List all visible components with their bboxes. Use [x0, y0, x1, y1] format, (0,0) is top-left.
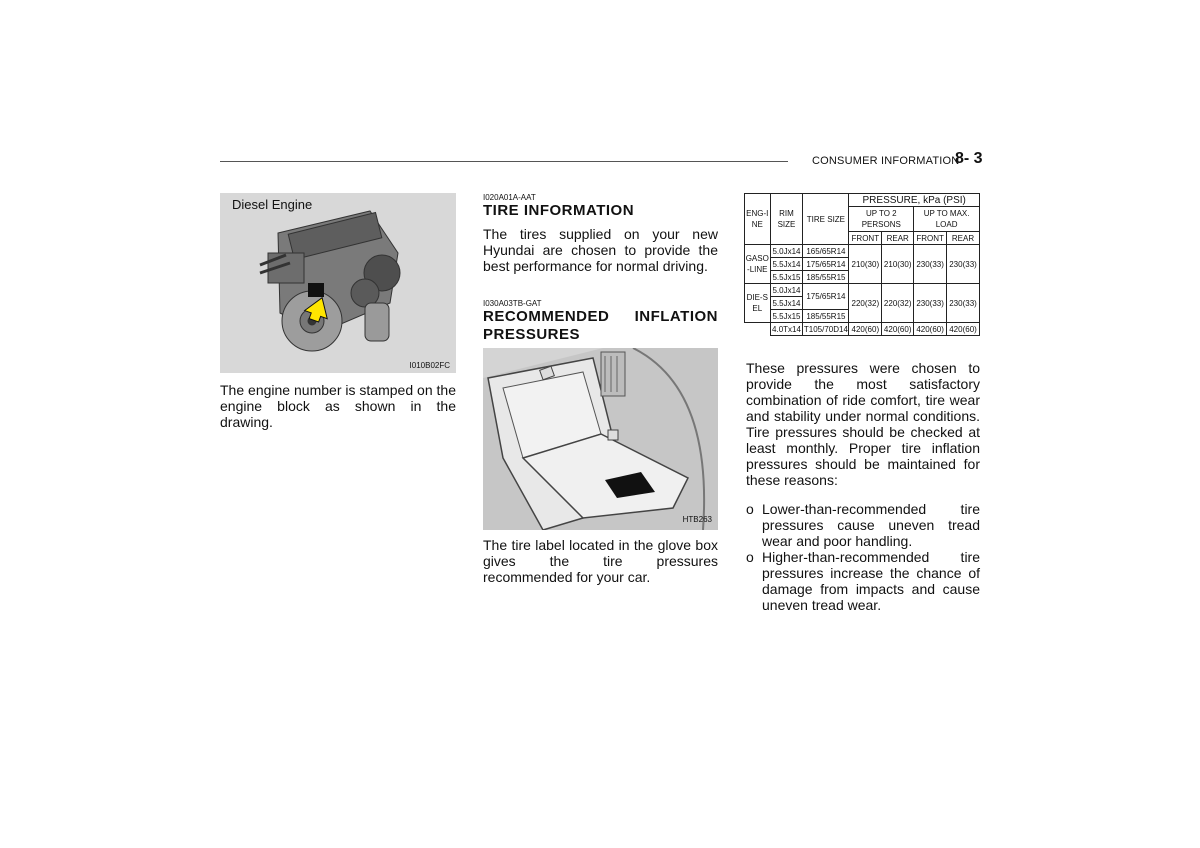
bullet-mark: o	[746, 549, 754, 565]
page-number: 8- 3	[955, 150, 983, 167]
rim-cell: 5.5Jx15	[770, 271, 803, 284]
rim-cell: 5.5Jx14	[770, 297, 803, 310]
inflation-title: RECOMMENDED INFLATION PRESSURES	[483, 308, 718, 343]
header-rule	[220, 161, 788, 162]
header-front: FRONT	[914, 232, 947, 245]
section-title: CONSUMER INFORMATION	[812, 155, 960, 167]
inflation-code: I030A03TB-GAT	[483, 299, 542, 308]
glove-box-illustration	[483, 348, 718, 530]
engine-figure	[220, 193, 456, 373]
pressure-cell: 420(60)	[914, 323, 947, 336]
bullet-text: Higher-than-recommended tire pressures increase the chance of damage from impacts and cause uneven tread wear.	[762, 549, 980, 613]
engine-figure-caption: Diesel Engine	[232, 197, 313, 212]
engine-number-text: The engine number is stamped on the engine block as shown in the drawing.	[220, 382, 456, 430]
header-engine: ENG-INE	[745, 194, 771, 245]
pressure-cell: 420(60)	[882, 323, 914, 336]
tire-cell: T105/70D14	[803, 324, 848, 334]
list-item	[746, 501, 980, 549]
glove-box-figure	[483, 348, 718, 530]
reasons-list	[746, 501, 980, 613]
gasoline-label: GASO-LINE	[745, 245, 771, 284]
tire-label-text: The tire label located in the glove box gives the tire pressures recommended for your car.	[483, 537, 718, 585]
tire-cell: 175/65R14	[803, 284, 849, 310]
list-item	[746, 549, 980, 613]
diesel-label: DIE-SEL	[745, 284, 771, 323]
tire-pressure-table	[744, 193, 980, 336]
pressure-cell: 230(33)	[914, 284, 947, 323]
table-row	[745, 284, 980, 297]
bullet-mark: o	[746, 501, 754, 517]
rim-cell: 5.5Jx14	[770, 258, 803, 271]
pressure-explanation-text: These pressures were chosen to provide the most satisfactory combination of ride comfort, tire wear and stability under normal conditions. Tire pressures should be checked at least monthly. Proper tire inflation pressures should be maintained for these reasons:	[746, 360, 980, 488]
pressure-cell: 220(32)	[882, 284, 914, 323]
tire-info-title: TIRE INFORMATION	[483, 202, 635, 219]
tire-info-code: I020A01A-AAT	[483, 193, 536, 202]
pressure-cell: 230(33)	[914, 245, 947, 284]
table-row	[745, 323, 980, 336]
pressure-cell: 220(32)	[849, 284, 882, 323]
tire-cell: 175/65R14	[803, 258, 849, 271]
header-rim-size: RIM SIZE	[770, 194, 803, 245]
rim-cell: 5.5Jx15	[770, 310, 803, 323]
tire-cell: 165/65R14	[803, 245, 849, 258]
pressure-cell: 230(33)	[947, 284, 980, 323]
header-up-to-2-persons: UP TO 2 PERSONS	[849, 207, 914, 232]
empty-cell	[745, 323, 771, 336]
pressure-cell: 420(60)	[947, 323, 980, 336]
pressure-cell: 210(30)	[882, 245, 914, 284]
header-front: FRONT	[849, 232, 882, 245]
header-pressure: PRESSURE, kPa (PSI)	[849, 194, 980, 207]
engine-figure-code: I010B02FC	[409, 361, 450, 370]
tire-cell: 185/55R15	[803, 310, 849, 323]
rim-cell: 4.0Tx14	[772, 324, 801, 334]
engine-illustration	[220, 193, 456, 373]
tire-cell: 185/55R15	[803, 271, 849, 284]
pressure-cell: 230(33)	[947, 245, 980, 284]
header-rear: REAR	[882, 232, 914, 245]
table-row	[745, 245, 980, 258]
tire-info-text: The tires supplied on your new Hyundai are chosen to provide the best performance for normal driving.	[483, 226, 718, 274]
rim-cell: 5.0Jx14	[770, 245, 803, 258]
glove-box-figure-code: HTB263	[682, 515, 712, 524]
header-rear: REAR	[947, 232, 980, 245]
header-up-to-max-load: UP TO MAX. LOAD	[914, 207, 980, 232]
rim-cell: 5.0Jx14	[770, 284, 803, 297]
header-tire-size: TIRE SIZE	[803, 194, 849, 245]
bullet-text: Lower-than-recommended tire pressures cause uneven tread wear and poor handling.	[762, 501, 980, 549]
pressure-cell: 210(30)	[849, 245, 882, 284]
pressure-cell: 420(60)	[849, 323, 882, 336]
